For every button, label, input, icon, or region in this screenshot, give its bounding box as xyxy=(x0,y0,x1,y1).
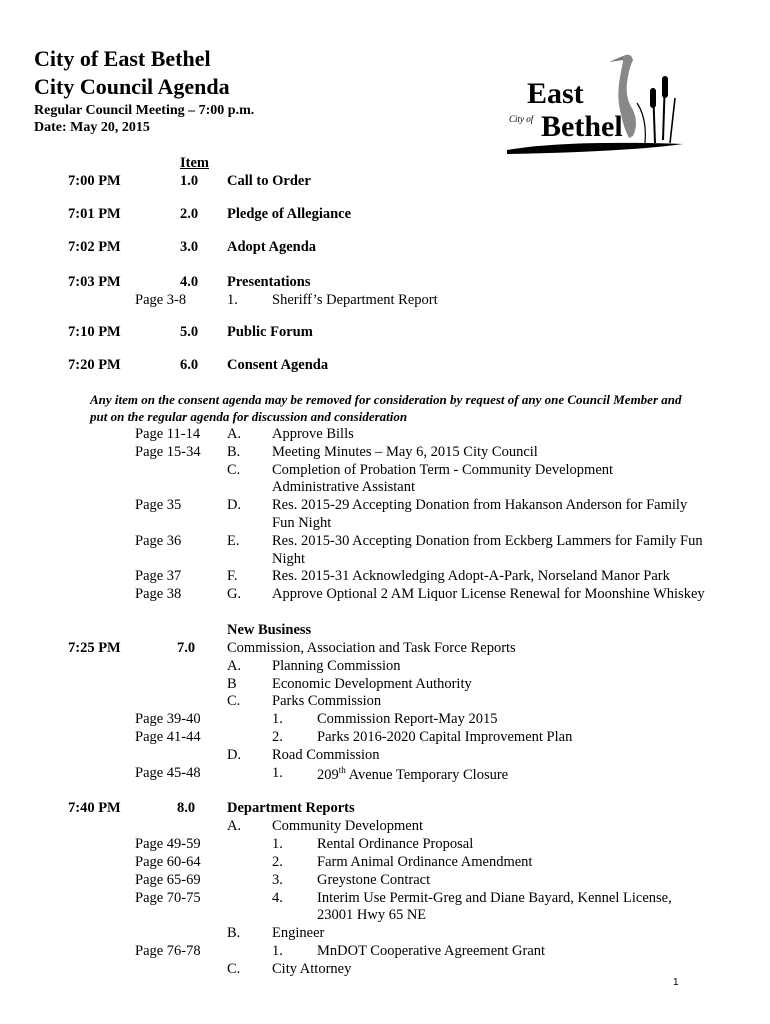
consent-note: put on the regular agenda for discussion and consideration xyxy=(90,409,408,424)
page-ref: Page 49-59 xyxy=(135,836,201,852)
sub-text: Economic Development Authority xyxy=(272,676,472,692)
item-number: 2.0 xyxy=(180,206,199,222)
item-number: 3.0 xyxy=(180,239,199,255)
logo-bethel-text: Bethel xyxy=(541,110,623,143)
sub-text: City Attorney xyxy=(272,961,352,977)
item-column-header: Item xyxy=(180,155,209,171)
page-ref: Page 37 xyxy=(135,568,182,584)
page-ref: Page 35 xyxy=(135,497,182,513)
sub-number: 4. xyxy=(272,890,283,906)
sub-letter: E. xyxy=(227,533,240,549)
page-ref: Page 45-48 xyxy=(135,765,201,781)
sub-letter: D. xyxy=(227,497,242,513)
item-title: Call to Order xyxy=(227,173,311,189)
sub-text: Res. 2015-29 Accepting Donation from Hakanson Anderson for Family xyxy=(272,497,688,513)
sub-text: Community Development xyxy=(272,818,424,834)
page-ref: Page 70-75 xyxy=(135,890,201,906)
item-time: 7:00 PM xyxy=(68,173,121,189)
sub-text: Interim Use Permit-Greg and Diane Bayard, Kennel License, xyxy=(317,890,672,906)
sub-text: Parks Commission xyxy=(272,693,382,709)
item-title: Consent Agenda xyxy=(227,357,329,373)
sub-text: Approve Optional 2 AM Liquor License Renewal for Moonshine Whiskey xyxy=(272,586,705,602)
sub-text: Road Commission xyxy=(272,747,380,763)
sub-letter: F. xyxy=(227,568,238,584)
sub-text: Completion of Probation Term - Community Development xyxy=(272,462,614,478)
sub-text-part: Avenue Temporary Closure xyxy=(345,766,509,783)
item-title: Pledge of Allegiance xyxy=(227,206,352,222)
sub-number: 1. xyxy=(272,836,283,852)
sub-number: 2. xyxy=(272,854,283,870)
item-title: Department Reports xyxy=(227,800,355,816)
page-ref: Page 38 xyxy=(135,586,182,602)
sub-text: Engineer xyxy=(272,925,325,941)
item-time: 7:10 PM xyxy=(68,324,121,340)
item-title: Public Forum xyxy=(227,324,313,340)
sub-text: Farm Animal Ordinance Amendment xyxy=(317,854,533,870)
page-ref: Page 36 xyxy=(135,533,182,549)
superscript: th xyxy=(338,765,346,775)
sub-text: Greystone Contract xyxy=(317,872,431,888)
city-title: City of East Bethel xyxy=(34,46,211,71)
item-time: 7:03 PM xyxy=(68,274,121,290)
item-time: 7:40 PM xyxy=(68,800,121,816)
item-title: Adopt Agenda xyxy=(227,239,317,255)
sub-letter: B xyxy=(227,676,237,692)
sub-number: 1. xyxy=(272,765,283,781)
sub-text: Sheriff’s Department Report xyxy=(272,292,438,308)
page-ref: Page 11-14 xyxy=(135,426,201,442)
sub-text: MnDOT Cooperative Agreement Grant xyxy=(317,943,546,959)
sub-text-cont: Fun Night xyxy=(272,515,332,531)
item-time: 7:25 PM xyxy=(68,640,121,656)
sub-text: Res. 2015-31 Acknowledging Adopt-A-Park, Norseland Manor Park xyxy=(272,568,670,584)
sub-letter: B. xyxy=(227,444,241,460)
sub-letter: A. xyxy=(227,658,242,674)
sub-text-part: 209 xyxy=(317,766,339,783)
sub-letter: C. xyxy=(227,462,241,478)
item-title: Commission, Association and Task Force Reports xyxy=(227,640,516,656)
sub-letter: A. xyxy=(227,818,242,834)
sub-text: Approve Bills xyxy=(272,426,354,442)
sub-letter: D. xyxy=(227,747,242,763)
logo-east-text: East xyxy=(527,77,584,110)
logo-cityof-text: City of xyxy=(509,114,534,124)
page-ref: Page 65-69 xyxy=(135,872,201,888)
page-ref: Page 41-44 xyxy=(135,729,201,745)
sub-text: Meeting Minutes – May 6, 2015 City Council xyxy=(272,444,538,460)
item-number: 4.0 xyxy=(180,274,199,290)
sub-letter: B. xyxy=(227,925,241,941)
item-number: 7.0 xyxy=(177,640,196,656)
meeting-line: Regular Council Meeting – 7:00 p.m. xyxy=(34,103,255,118)
page-ref: Page 60-64 xyxy=(135,854,201,870)
sub-text: Parks 2016-2020 Capital Improvement Plan xyxy=(317,729,573,745)
sub-text-cont: 23001 Hwy 65 NE xyxy=(317,907,427,923)
sub-text: Planning Commission xyxy=(272,658,401,674)
sub-number: 1. xyxy=(272,711,283,727)
new-business-heading: New Business xyxy=(227,622,312,638)
item-time: 7:20 PM xyxy=(68,357,121,373)
sub-text-cont: Night xyxy=(272,551,306,567)
page-number: 1 xyxy=(673,977,679,988)
consent-note: Any item on the consent agenda may be removed for consideration by request of any one Council Member and xyxy=(90,392,682,407)
item-number: 1.0 xyxy=(180,173,199,189)
east-bethel-logo xyxy=(505,48,685,158)
item-title: Presentations xyxy=(227,274,311,290)
sub-number: 2. xyxy=(272,729,283,745)
sub-number: 1. xyxy=(272,943,283,959)
item-number: 5.0 xyxy=(180,324,199,340)
sub-letter: 1. xyxy=(227,292,238,308)
page-ref: Page 39-40 xyxy=(135,711,201,727)
sub-text: Rental Ordinance Proposal xyxy=(317,836,474,852)
sub-text-cont: Administrative Assistant xyxy=(272,479,415,495)
sub-letter: C. xyxy=(227,961,241,977)
item-time: 7:02 PM xyxy=(68,239,121,255)
sub-text: Res. 2015-30 Accepting Donation from Eckberg Lammers for Family Fun xyxy=(272,533,703,549)
page-ref: Page 15-34 xyxy=(135,444,201,460)
item-time: 7:01 PM xyxy=(68,206,121,222)
sub-text: Commission Report-May 2015 xyxy=(317,711,498,727)
sub-number: 3. xyxy=(272,872,283,888)
sub-letter: A. xyxy=(227,426,242,442)
page-ref: Page 3-8 xyxy=(135,292,187,308)
sub-letter: C. xyxy=(227,693,241,709)
sub-text xyxy=(317,765,508,784)
page-ref: Page 76-78 xyxy=(135,943,201,959)
item-number: 8.0 xyxy=(177,800,196,816)
item-number: 6.0 xyxy=(180,357,199,373)
agenda-title: City Council Agenda xyxy=(34,74,230,99)
sub-letter: G. xyxy=(227,586,242,602)
date-line: Date: May 20, 2015 xyxy=(34,120,150,135)
